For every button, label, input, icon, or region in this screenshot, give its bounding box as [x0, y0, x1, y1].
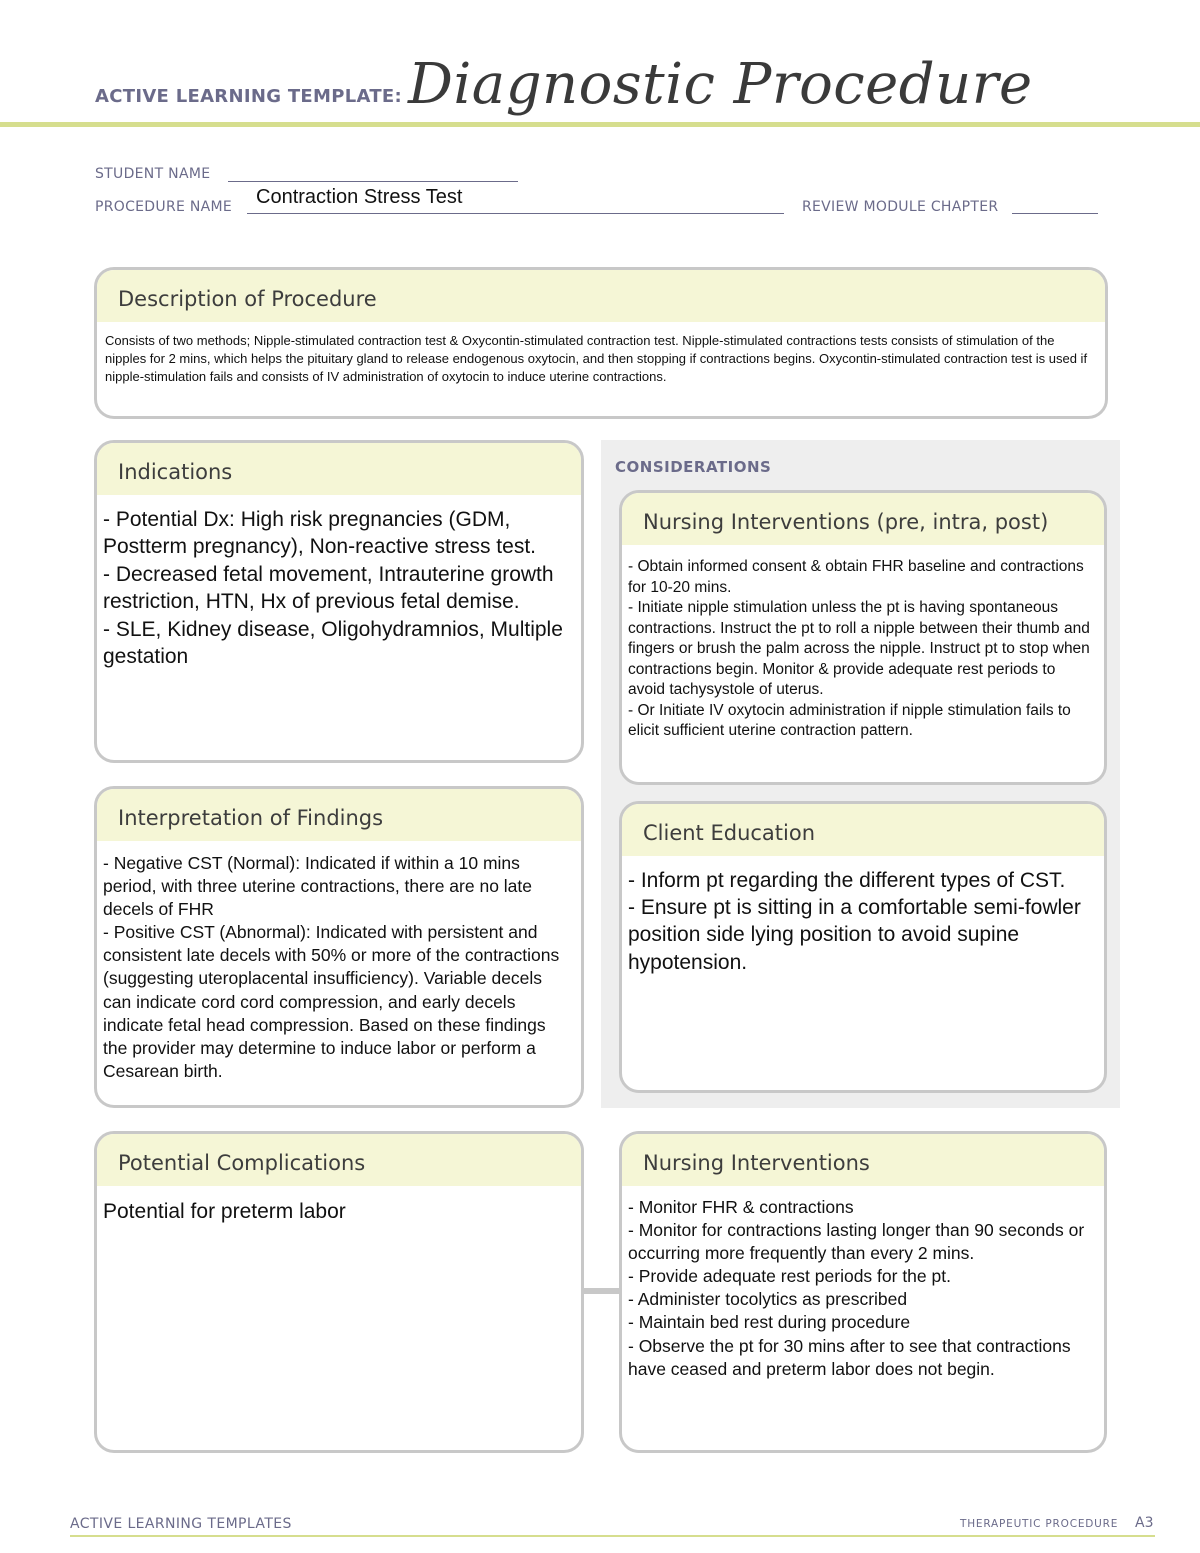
page-title: Diagnostic Procedure [408, 52, 1033, 117]
procedure-name-value: Contraction Stress Test [256, 186, 463, 208]
nursing-interventions-pre-intra-post-title: Nursing Interventions (pre, intra, post) [622, 493, 1104, 545]
footer-divider [70, 1535, 1155, 1537]
indications-text[interactable]: - Potential Dx: High risk pregnancies (GDM, Postterm pregnancy), Non-reactive stress test. - Decreased fetal movement, Intrauterine growth restriction, HTN, Hx of previous fetal demise. - SLE, Kidney disease, Oligohydramnios, Multiple gestation [103, 508, 563, 669]
nursing-interventions-pre-intra-post-text[interactable]: - Obtain informed consent & obtain FHR baseline and contractions for 10-20 mins. - Initiate nipple stimulation unless the pt is having spontaneous contractions. Instruct the pt to roll a nipple between their thumb and fingers or brush the palm across the nipple. Instruct pt to stop when contractions begin. Monitor & provide adequate rest periods to avoid tachysystole of uterus. - Or Initiate IV oxytocin administration if nipple stimulation fails to elicit sufficient uterine contraction pattern. [628, 558, 1090, 739]
interpretation-text[interactable]: - Negative CST (Normal): Indicated if within a 10 mins period, with three uterine contractions, there are no late decels of FHR - Positive CST (Abnormal): Indicated with persistent and consistent late decels with 50% or more of the contractions (suggesting uteroplacental insufficiency). Variable decels can indicate cord cord compression, and early decels indicate fetal head compression. Based on these findings the provider may determine to induce labor or perform a Cesarean birth. [103, 853, 560, 1081]
nursing-interventions-text[interactable]: - Monitor FHR & contractions - Monitor for contractions lasting longer than 90 seconds or occurring more frequently than every 2 mins. - Provide adequate rest periods for the pt. - Administer tocolytics as prescribed - Maintain bed rest during procedure - Observe the pt for 30 mins after to see that contractions have ceased and preterm labor does not begin. [628, 1197, 1085, 1379]
client-education-panel [619, 801, 1107, 1093]
nursing-interventions-title: Nursing Interventions [622, 1134, 1104, 1186]
complications-title: Potential Complications [97, 1134, 581, 1186]
review-module-field[interactable] [1012, 213, 1098, 214]
procedure-name-field[interactable] [247, 186, 784, 214]
client-education-title: Client Education [622, 804, 1104, 856]
procedure-name-label: PROCEDURE NAME [95, 199, 233, 215]
complications-panel [94, 1131, 584, 1453]
interpretation-panel [94, 786, 584, 1108]
review-module-label: REVIEW MODULE CHAPTER [802, 199, 999, 215]
footer-left-label: ACTIVE LEARNING TEMPLATES [70, 1516, 292, 1532]
nursing-interventions-pre-intra-post-panel [619, 490, 1107, 785]
panel-connector [582, 1288, 622, 1294]
indications-title: Indications [97, 443, 581, 495]
indications-panel [94, 440, 584, 763]
footer-page-number: A3 [1135, 1515, 1154, 1531]
student-name-label: STUDENT NAME [95, 166, 211, 182]
complications-text[interactable]: Potential for preterm labor [103, 1200, 346, 1223]
description-panel [94, 267, 1108, 419]
student-name-field[interactable] [228, 181, 518, 182]
client-education-text[interactable]: - Inform pt regarding the different types of CST. - Ensure pt is sitting in a comfortable semi-fowler position side lying position to avoid supine hypotension. [628, 869, 1081, 974]
interpretation-title: Interpretation of Findings [97, 789, 581, 841]
description-text[interactable]: Consists of two methods; Nipple-stimulated contraction test & Oxycontin-stimulated contraction test. Nipple-stimulated contractions tests consists of stimulation of the nipples for 2 mins, which helps the pituitary gland to release endogenous oxytocin, and then stopping if contractions begins. Oxycontin-stimulated contraction test is used if nipple-stimulation fails and consists of IV administration of oxytocin to induce uterine contractions. [105, 333, 1088, 384]
considerations-label: CONSIDERATIONS [615, 458, 772, 476]
description-title: Description of Procedure [97, 270, 1105, 322]
footer-right-label: THERAPEUTIC PROCEDURE [960, 1518, 1119, 1530]
header-divider [0, 122, 1200, 127]
nursing-interventions-panel [619, 1131, 1107, 1453]
template-label: ACTIVE LEARNING TEMPLATE: [95, 86, 402, 107]
